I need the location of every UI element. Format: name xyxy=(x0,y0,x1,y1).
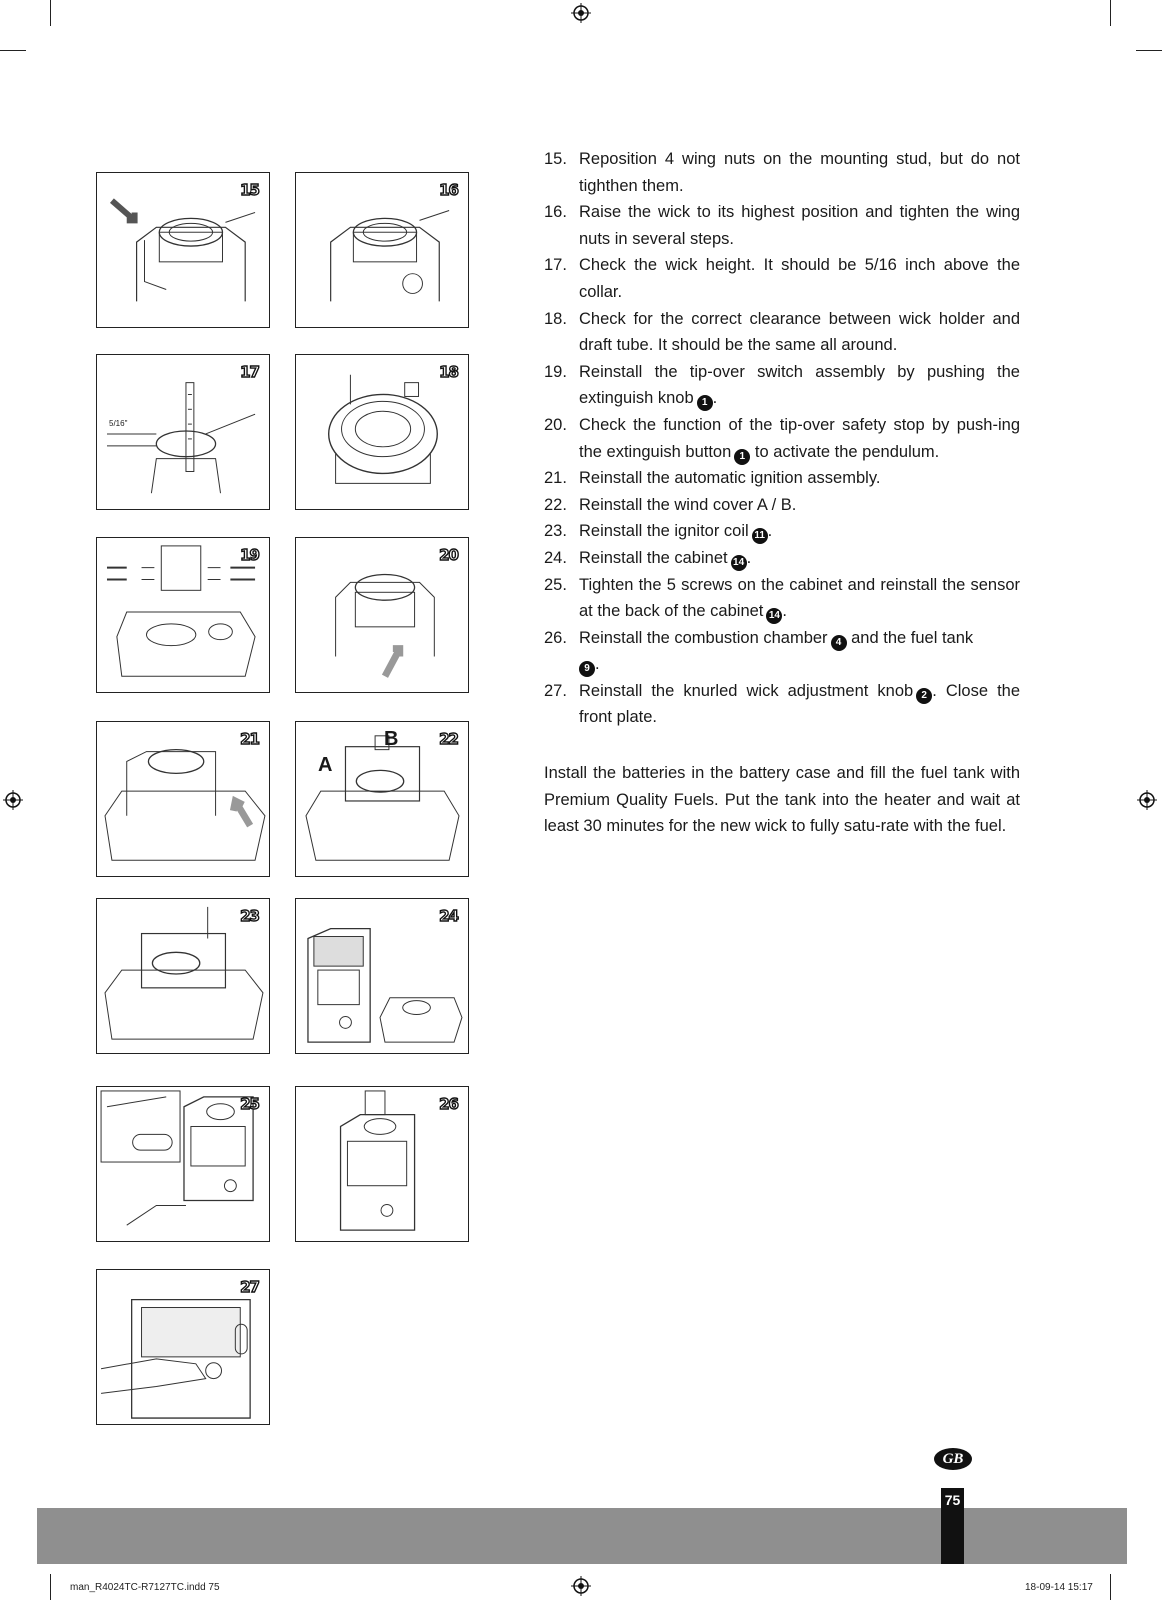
step-item: 25. Tighten the 5 screws on the cabinet and reinstall the sensor at the back of the cabinet 14 . xyxy=(544,572,1020,625)
figure-number: 20 xyxy=(439,546,458,564)
part-number-badge: 4 xyxy=(831,635,847,651)
step-item: 21. Reinstall the automatic ignition assembly. xyxy=(544,469,881,488)
figure-number: 19 xyxy=(240,546,259,564)
figure-number: 17 xyxy=(240,363,259,381)
crop-mark xyxy=(50,1574,51,1600)
part-number-badge: 9 xyxy=(579,661,595,677)
figure-26 xyxy=(295,1086,469,1242)
registration-mark-icon xyxy=(571,1576,591,1596)
part-number-badge: 14 xyxy=(766,608,782,624)
figure-20 xyxy=(295,537,469,693)
crop-mark xyxy=(1136,50,1162,51)
step-item: 17. Check the wick height. It should be 5/16 inch above the collar. xyxy=(544,256,1020,301)
figure-21 xyxy=(96,721,270,877)
figure-number: 26 xyxy=(439,1095,458,1113)
part-number-badge: 11 xyxy=(752,528,768,544)
figure-17 xyxy=(96,354,270,510)
part-number-badge: 1 xyxy=(734,449,750,465)
page-number: 75 xyxy=(944,1492,961,1508)
step-item: 18. Check for the correct clearance between wick holder and draft tube. It should be the same all around. xyxy=(544,309,1020,355)
wind-cover-label-b: B xyxy=(384,728,399,750)
figure-number: 25 xyxy=(240,1095,259,1113)
figure-22 xyxy=(295,721,469,877)
figure-number: 18 xyxy=(439,363,458,381)
crop-mark xyxy=(0,50,26,51)
language-badge: GB xyxy=(934,1448,972,1470)
crop-mark xyxy=(1110,0,1111,26)
figure-18 xyxy=(295,354,469,510)
figure-24 xyxy=(295,898,469,1054)
registration-mark-icon xyxy=(3,790,23,810)
figure-19 xyxy=(96,537,270,693)
step-item: 20. Check the function of the tip-over safety stop by push-ing the extinguish button 1 to activate the pendulum. xyxy=(544,412,1020,465)
step-item: 19. Reinstall the tip-over switch assembly by pushing the extinguish knob 1 . xyxy=(544,359,1020,412)
figure-number: 27 xyxy=(240,1278,259,1296)
instruction-steps xyxy=(544,146,1020,731)
step-item: 24. Reinstall the cabinet 14 . xyxy=(544,545,1020,572)
slug-filename: man_R4024TC-R7127TC.indd 75 xyxy=(70,1582,220,1593)
crop-mark xyxy=(1110,1574,1111,1600)
step-item: 27. Reinstall the knurled wick adjustment knob 2 . Close the front plate. xyxy=(544,681,1021,727)
step-item: 26. Reinstall the combustion chamber 4 and the fuel tank 9 . xyxy=(544,625,1020,678)
measurement-label: 5/16" xyxy=(109,419,128,428)
step-item: 16. Raise the wick to its highest position and tighten the wing nuts in several steps. xyxy=(544,203,1020,248)
figure-number: 22 xyxy=(439,730,458,748)
closing-paragraph: Install the batteries in the battery case and fill the fuel tank with Premium Quality Fuels. Put the tank into the heater and wait at least 30 minutes for the new wick to fully satu-rate with the fuel. xyxy=(544,764,1020,836)
crop-mark xyxy=(50,0,51,26)
figure-25 xyxy=(96,1086,270,1242)
figure-number: 16 xyxy=(439,181,458,199)
figure-23 xyxy=(96,898,270,1054)
figure-number: 21 xyxy=(240,730,259,748)
step-item: 23. Reinstall the ignitor coil 11 . xyxy=(544,518,1020,545)
step-item: 15. Reposition 4 wing nuts on the mounting stud, but do not tighthen them. xyxy=(544,150,1020,195)
figure-16 xyxy=(295,172,469,328)
wind-cover-label-a: A xyxy=(318,754,333,776)
part-number-badge: 2 xyxy=(916,688,932,704)
slug-timestamp: 18-09-14 15:17 xyxy=(1025,1582,1093,1593)
figure-15 xyxy=(96,172,270,328)
figure-number: 15 xyxy=(240,181,259,199)
registration-mark-icon xyxy=(1137,790,1157,810)
figure-27 xyxy=(96,1269,270,1425)
figure-number: 24 xyxy=(439,907,458,925)
part-number-badge: 1 xyxy=(697,395,713,411)
figure-number: 23 xyxy=(240,907,259,925)
part-number-badge: 14 xyxy=(731,555,747,571)
step-item: 22. Reinstall the wind cover A / B. xyxy=(544,495,797,514)
registration-mark-icon xyxy=(571,3,591,23)
